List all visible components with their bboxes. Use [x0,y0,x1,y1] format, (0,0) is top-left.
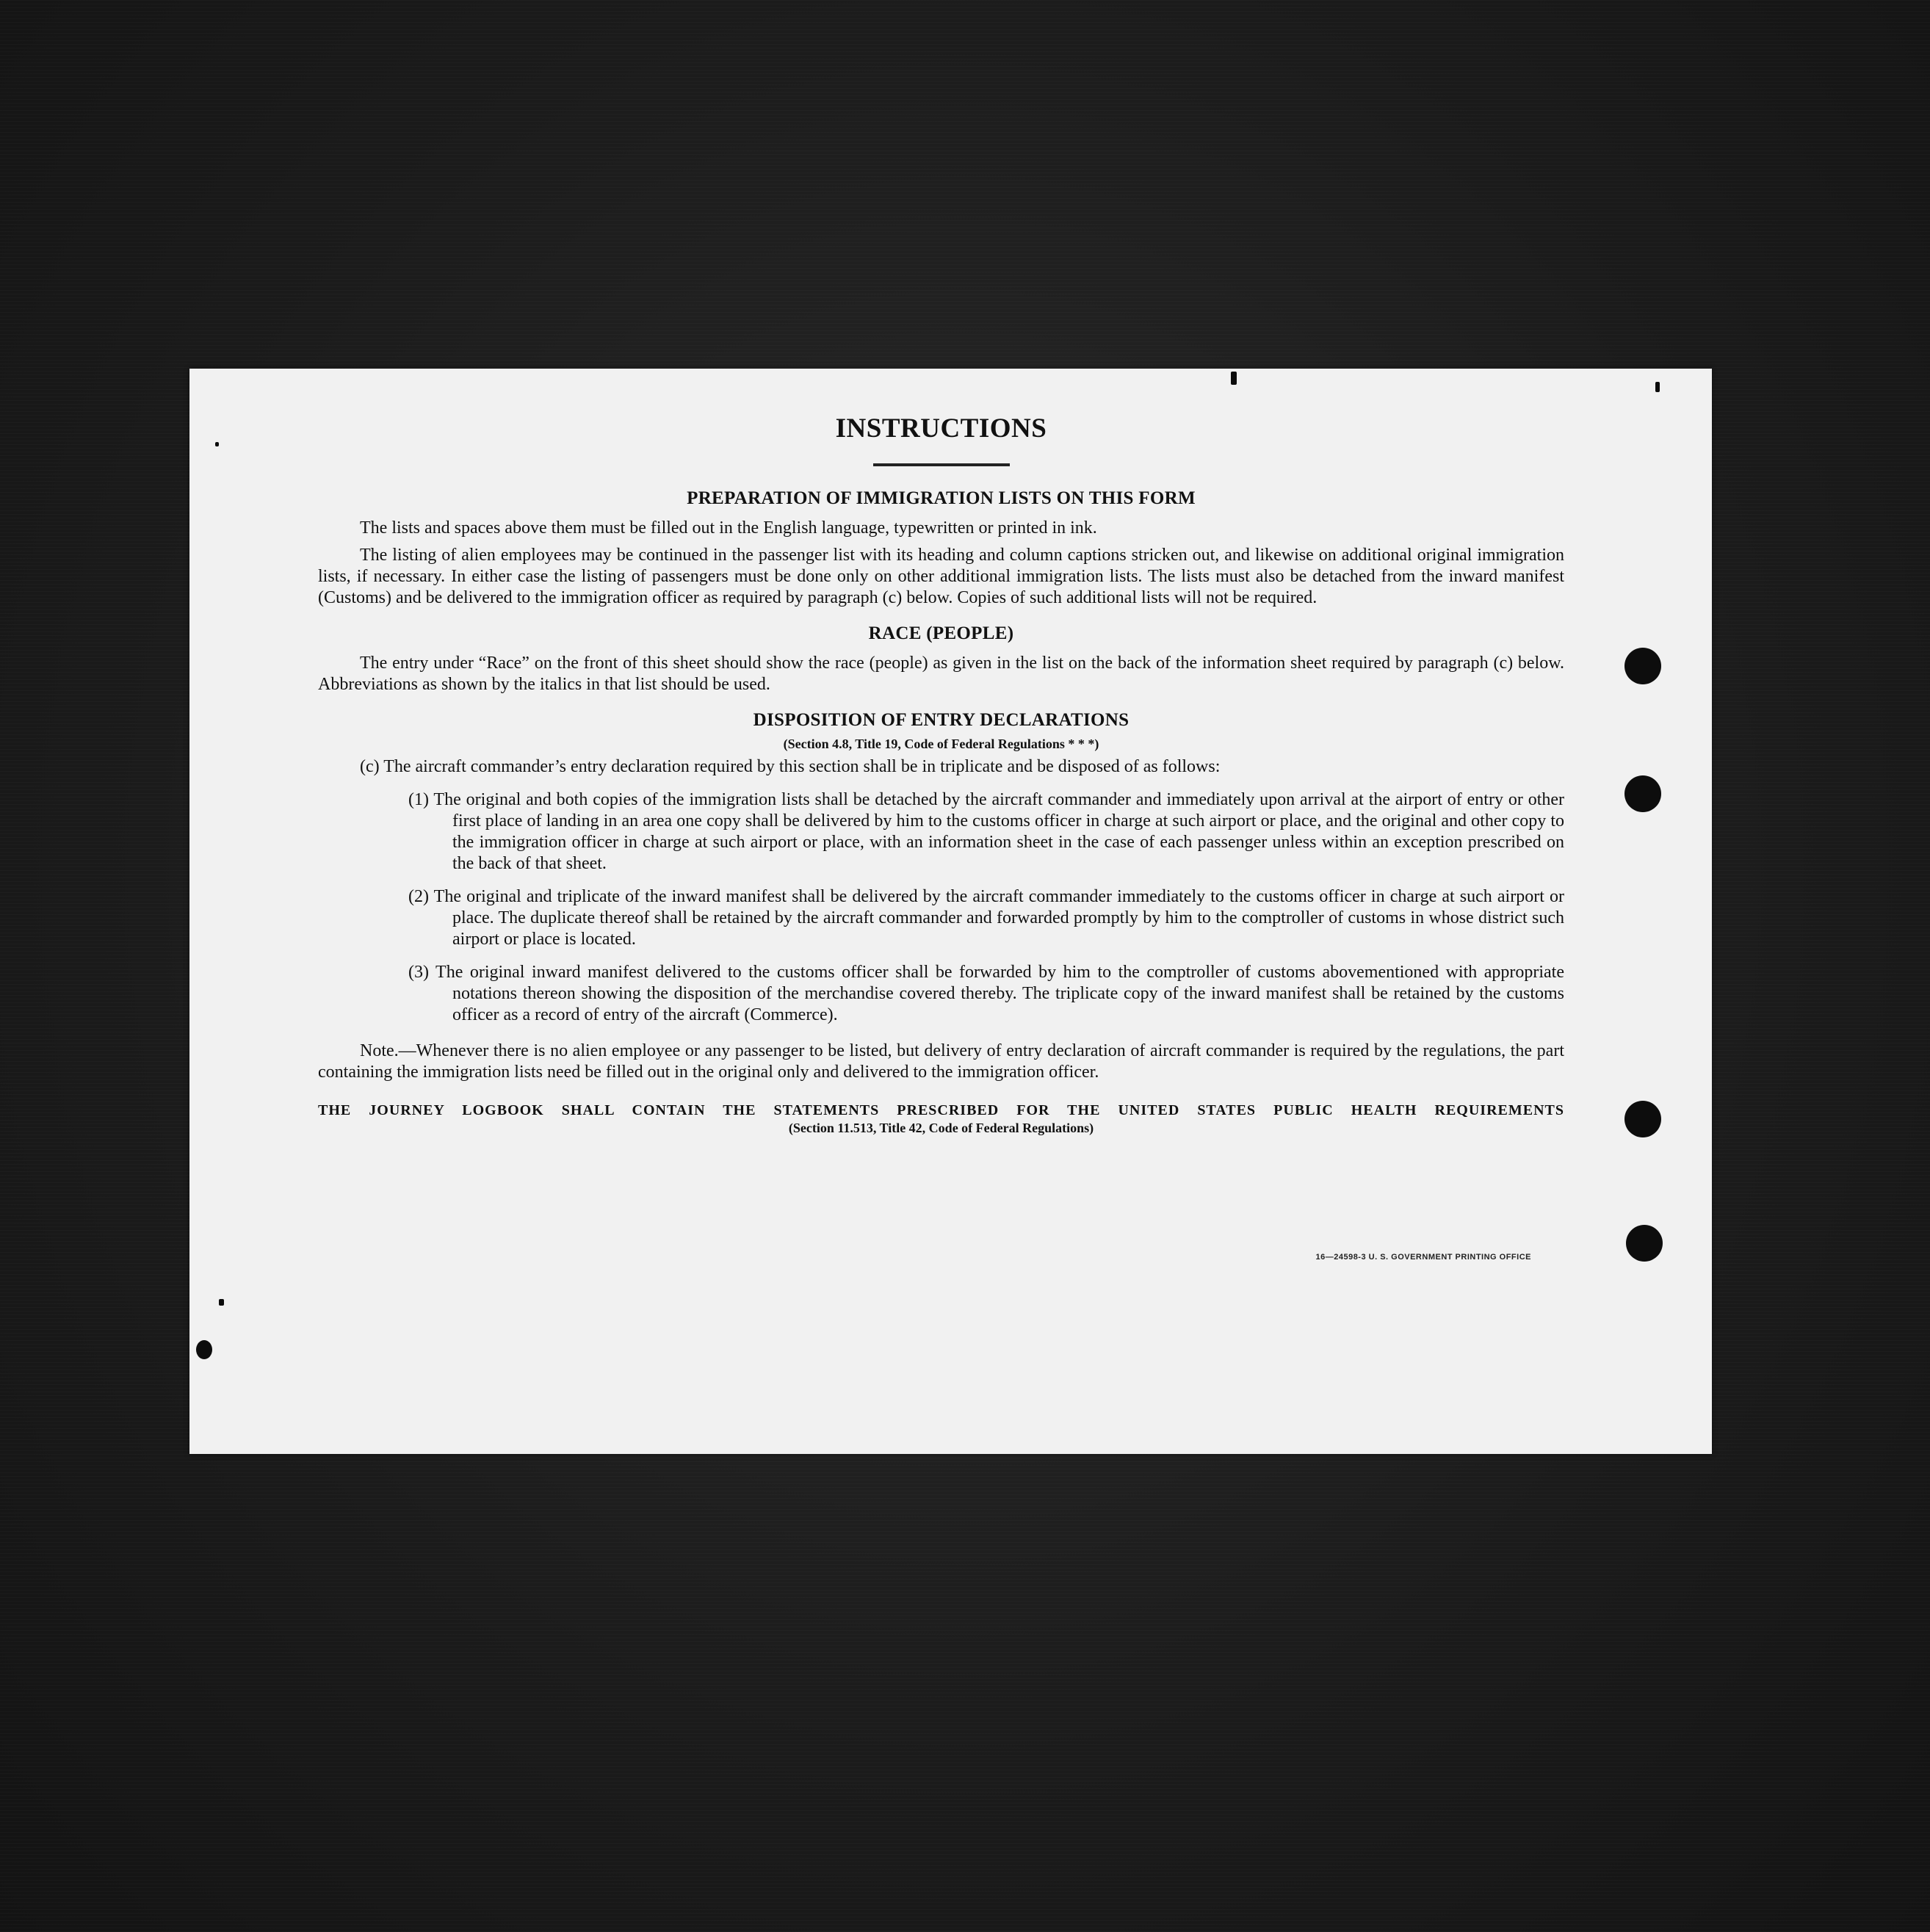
punch-hole [1624,648,1661,684]
race-paragraph: The entry under “Race” on the front of this sheet should show the race (people) as given in the list on the back of the information sheet required by paragraph (c) below. Abbreviations as shown by the italics in that list should be used. [318,654,1564,694]
disposition-item: (2) The original and triplicate of the inward manifest shall be delivered by the aircraft commander immediately to the customs officer in charge at such airport or place. The duplicate thereof shall be retained by the aircraft commander and forwarded promptly by him to the comptroller of customs in whose district such airport or place is located. [408,887,1564,949]
preparation-paragraph: The listing of alien employees may be continued in the passenger list with its heading and column captions stricken out, and likewise on additional original immigration lists, if necessary. In either case the listing of passengers must be done only on other additional immigration lists. The lists must also be detached from the inward manifest (Customs) and be delivered to the immigration officer as required by paragraph (c) below. Copies of such additional lists will not be required. [318,546,1564,607]
preparation-paragraph: The lists and spaces above them must be filled out in the English language, typewritten or printed in ink. [360,518,1097,538]
health-heading: THE JOURNEY LOGBOOK SHALL CONTAIN THE STATEMENTS PRESCRIBED FOR THE UNITED STATES PUBLIC HEALTH REQUIREMENTS [318,1102,1564,1118]
printer-imprint: 16—24598-3 U. S. GOVERNMENT PRINTING OFFICE [1315,1253,1531,1262]
race-heading: RACE (PEOPLE) [868,623,1014,643]
disposition-heading: DISPOSITION OF ENTRY DECLARATIONS [753,710,1130,730]
paper-defect [219,1299,224,1306]
punch-hole [1626,1225,1663,1262]
title-underline [873,463,1010,466]
note-paragraph: Note.—Whenever there is no alien employee or any passenger to be listed, but delivery of entry declaration of aircraft commander is required by the regulations, the part containing the immigration lists need be filled out in the original only and delivered to the immigration officer. [318,1041,1564,1082]
paper-defect [196,1340,212,1359]
paper-defect [1231,372,1237,385]
disposition-intro: (c) The aircraft commander’s entry declaration required by this section shall be in triplicate and be disposed of as follows: [360,757,1221,776]
document-sheet [189,369,1712,1454]
punch-hole [1624,1101,1661,1137]
punch-hole [1624,775,1661,812]
document-title: INSTRUCTIONS [835,413,1047,444]
health-citation: (Section 11.513, Title 42, Code of Federal Regulations) [788,1121,1094,1135]
disposition-citation: (Section 4.8, Title 19, Code of Federal Regulations * * *) [783,737,1099,751]
preparation-heading: PREPARATION OF IMMIGRATION LISTS ON THIS FORM [687,488,1196,508]
disposition-item: (1) The original and both copies of the immigration lists shall be detached by the aircraft commander and immediately upon arrival at the airport of entry or other first place of landing in an area one copy shall be delivered by him to the customs officer in charge at such airport or place, and the original and other copy to the immigration officer in charge at such airport or place, with an information sheet in the case of each passenger unless within an exception prescribed on the back of that sheet. [408,790,1564,873]
document-body [318,413,1564,1136]
paper-defect [215,442,219,446]
paper-defect [1655,382,1660,392]
disposition-item: (3) The original inward manifest delivered to the customs officer shall be forwarded by him to the comptroller of customs abovementioned with appropriate notations thereon showing the disposition of the merchandise covered thereby. The triplicate copy of the inward manifest shall be retained by the customs officer as a record of entry of the aircraft (Commerce). [408,963,1564,1024]
